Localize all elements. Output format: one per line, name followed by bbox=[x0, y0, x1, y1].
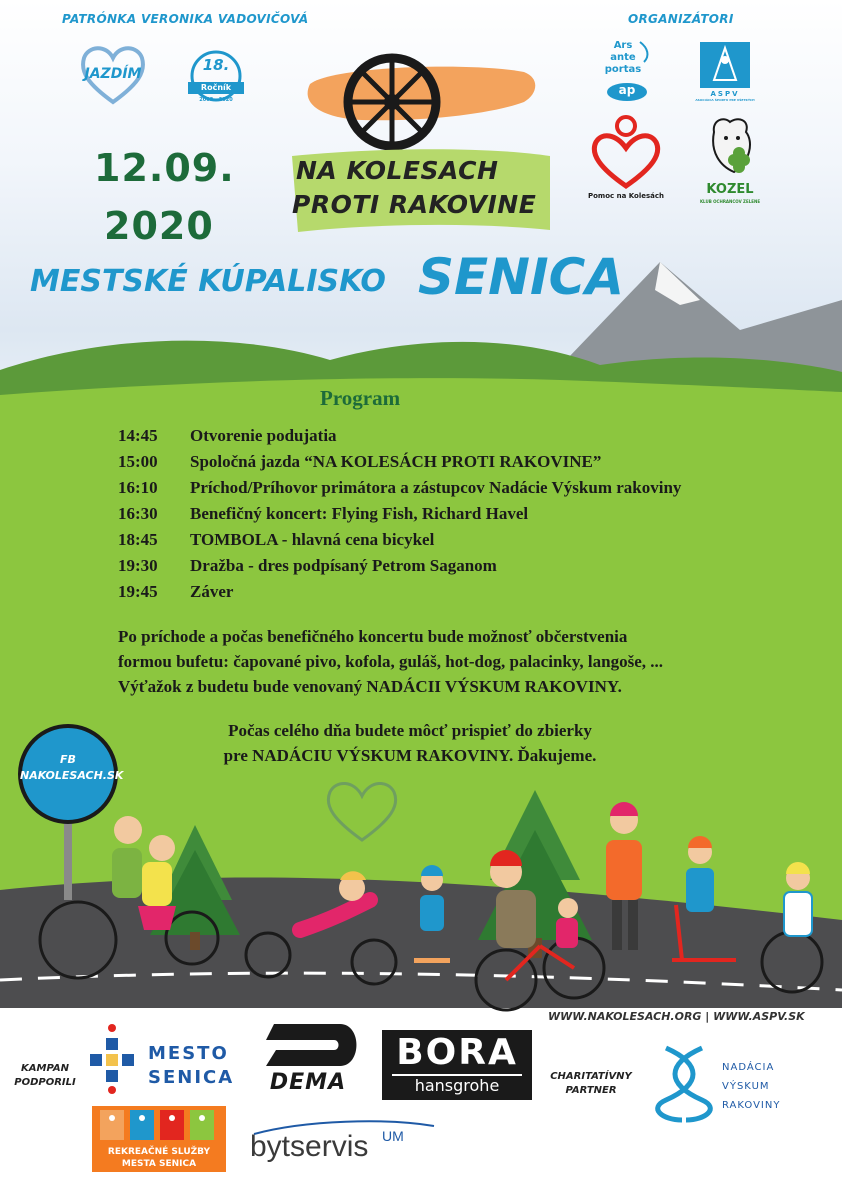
charity-line-1: CHARITATÍVNY bbox=[550, 1071, 632, 1082]
kampan-line-2: PODPORILI bbox=[14, 1077, 76, 1088]
websites[interactable]: WWW.NAKOLESACH.ORG | WWW.ASPV.SK bbox=[548, 1010, 805, 1023]
info-line: Po príchode a počas benefičného koncertu bude možnosť občerstvenia bbox=[118, 627, 628, 646]
kampan-label bbox=[14, 1062, 76, 1090]
dna-icon bbox=[652, 1044, 716, 1124]
bicycle-wheel bbox=[762, 932, 822, 992]
ars-line-3: portas bbox=[604, 64, 642, 75]
program-time: 16:10 bbox=[118, 478, 158, 497]
nadacia-line-1: NADÁCIA bbox=[722, 1062, 775, 1073]
title-line-2: PROTI RAKOVINE bbox=[292, 190, 537, 219]
dema-logo bbox=[240, 1022, 376, 1096]
aspv-text: ASPV bbox=[710, 90, 740, 98]
jazdim-text: JAZDÍM bbox=[84, 66, 142, 82]
edition-number: 18. bbox=[202, 56, 230, 74]
charity-line-2: PARTNER bbox=[565, 1085, 617, 1096]
donation-line: pre NADÁCIU VÝSKUM RAKOVINY. Ďakujeme. bbox=[223, 746, 597, 765]
program-text: TOMBOLA - hlavná cena bicykel bbox=[190, 530, 435, 549]
title-line-1: NA KOLESACH bbox=[296, 156, 499, 185]
dema-icon bbox=[240, 1022, 376, 1068]
program-text: Dražba - dres podpísaný Petrom Saganom bbox=[190, 556, 497, 575]
mesto-line-1: MESTO bbox=[148, 1043, 229, 1064]
rider-boy bbox=[784, 862, 812, 936]
venue-name: MESTSKÉ KÚPALISKO bbox=[30, 264, 386, 299]
bicycle-wheel bbox=[40, 902, 116, 978]
mesto-senica-logo bbox=[84, 1022, 234, 1094]
bytservis-logo bbox=[246, 1116, 442, 1172]
mesto-line-2: SENICA bbox=[148, 1067, 235, 1088]
nadacia-logo bbox=[652, 1044, 822, 1124]
bytservis-text: bytservis bbox=[250, 1130, 369, 1163]
mesto-icon bbox=[84, 1022, 144, 1094]
charity-label bbox=[548, 1070, 634, 1098]
venue-city: SENICA bbox=[418, 248, 625, 306]
ars-line-2: ante bbox=[610, 52, 636, 63]
sports-icon bbox=[92, 1106, 226, 1146]
edition-label: Ročník bbox=[200, 83, 232, 92]
rekreacne-line-1: REKREAČNÉ SLUŽBY bbox=[107, 1147, 211, 1157]
info-line: formou bufetu: čapované pivo, kofola, guláš, hot-dog, palacinky, langoše, ... bbox=[118, 652, 664, 671]
program-text: Benefičný koncert: Flying Fish, Richard Havel bbox=[190, 504, 529, 523]
program-time: 15:00 bbox=[118, 452, 158, 471]
kampan-line-1: KAMPAN bbox=[21, 1063, 69, 1074]
program-time: 19:45 bbox=[118, 582, 158, 601]
event-date: 12.09. bbox=[94, 146, 235, 190]
program-heading: Program bbox=[320, 386, 401, 410]
aspv-sub: ASOCIÁCIA ŠPORTU PRE VŠETKÝCH bbox=[695, 98, 755, 102]
nadacia-line-3: RAKOVINY bbox=[722, 1100, 781, 1111]
program-time: 19:30 bbox=[118, 556, 158, 575]
rider-scooter bbox=[672, 836, 736, 960]
bicycle-wheel bbox=[246, 933, 290, 977]
info-line: Výťažok z budetu bude venovaný NADÁCII VÝSKUM RAKOVINY. bbox=[118, 677, 622, 696]
rider-elderly-man bbox=[112, 816, 142, 898]
program-text: Spoločná jazda “NA KOLESÁCH PROTI RAKOVINE” bbox=[190, 452, 602, 471]
dema-text: DEMA bbox=[269, 1070, 347, 1095]
bora-logo bbox=[382, 1030, 532, 1100]
fb-sign-line-2: NAKOLESACH.SK bbox=[20, 769, 124, 782]
program-text: Záver bbox=[190, 582, 234, 601]
organizers-label: ORGANIZÁTORI bbox=[628, 12, 734, 26]
rider-skater bbox=[606, 802, 642, 950]
kozel-text: KOZEL bbox=[706, 182, 754, 197]
bora-text: BORA bbox=[396, 1032, 518, 1073]
ars-line-1: Ars bbox=[613, 40, 633, 51]
ars-ap: ap bbox=[618, 83, 636, 97]
hansgrohe-text: hansgrohe bbox=[414, 1076, 500, 1095]
rekreacne-line-2: MESTA SENICA bbox=[121, 1159, 197, 1169]
heart-icon bbox=[328, 783, 395, 840]
bytservis-um: UM bbox=[382, 1128, 404, 1144]
kozel-sub: KLUB OCHRANCOV ZELENE bbox=[699, 199, 761, 204]
pomoc-text: Pomoc na Kolesách bbox=[587, 192, 665, 200]
edition-years: 2003 - 2020 bbox=[199, 97, 233, 103]
nadacia-line-2: VÝSKUM bbox=[722, 1081, 770, 1092]
event-year: 2020 bbox=[104, 204, 214, 248]
bicycle-wheel bbox=[352, 940, 396, 984]
program-text: Otvorenie podujatia bbox=[190, 426, 337, 445]
rider-child bbox=[414, 865, 450, 963]
donation-line: Počas celého dňa budete môcť prispieť do zbierky bbox=[228, 721, 592, 740]
program-time: 16:30 bbox=[118, 504, 158, 523]
program-text: Príchod/Príhovor primátora a zástupcov Nadácie Výskum rakoviny bbox=[190, 478, 682, 497]
rider-recumbent bbox=[300, 871, 370, 930]
rekreacne-logo bbox=[92, 1106, 226, 1172]
fb-sign bbox=[20, 752, 124, 784]
rider-elderly-woman bbox=[138, 835, 176, 930]
patron-label: PATRÓNKA VERONIKA VADOVIČOVÁ bbox=[62, 12, 309, 26]
program-time: 18:45 bbox=[118, 530, 158, 549]
fb-sign-line-1: FB bbox=[60, 753, 76, 766]
program-time: 14:45 bbox=[118, 426, 158, 445]
